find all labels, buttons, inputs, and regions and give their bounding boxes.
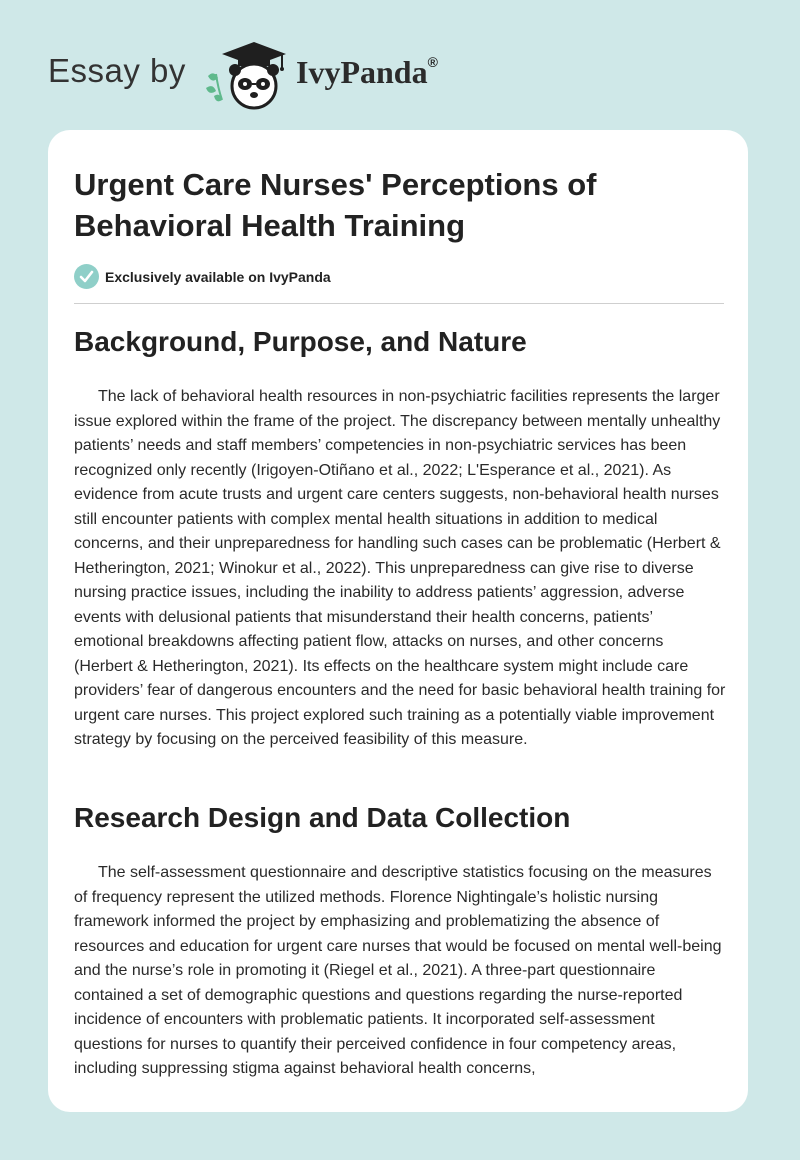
article-title: Urgent Care Nurses' Perceptions of Behavioral Health Training [74,167,597,243]
section-paragraph-research-design: The self-assessment questionnaire and descriptive statistics focusing on the measures of frequency represent the utilized methods. Florence Nightingale’s holistic nursing framework informed the project by emphasizing and problematizing the absence of resources and education for urgent care nurses that would be focused on mental well-being and the nurse’s role in promoting it (Riegel et al., 2021). A three-part questionnaire contained a set of demographic questions and questions regarding the nurse-reported incidence of encounters with problematic patients. It incorporated self-assessment questions for nurses to quantify their perceived confidence in four competency areas, including suppressing stigma against behavioral health concerns, [74,864,722,1077]
title-divider [74,303,724,304]
ivypanda-logo-icon[interactable] [202,38,294,110]
exclusive-badge [74,264,331,289]
site-header [0,0,800,130]
registered-mark: ® [427,54,438,70]
section-heading-research-design: Research Design and Data Collection [74,802,571,833]
brand-name[interactable] [296,54,438,91]
exclusive-badge-text: Exclusively available on IvyPanda [105,268,331,285]
article-card [48,130,748,1112]
section-heading-background: Background, Purpose, and Nature [74,326,527,357]
brand-text: IvyPanda [296,54,428,90]
essay-by-label: Essay by [48,52,186,89]
section-paragraph-background: The lack of behavioral health resources in non-psychiatric facilities represents the larger issue explored within the frame of the project. The discrepancy between mentally unhealthy patients’ needs and staff members’ competencies in non-psychiatric services has been recognized only recently (Irigoyen-Otiñano et al., 2022; L'Esperance et al., 2021). As evidence from acute trusts and urgent care centers suggests, non-behavioral health nurses still encounter patients with complex mental health situations in addition to medical concerns, and their unpreparedness for handling such cases can be problematic (Herbert & Hetherington, 2021; Winokur et al., 2022). This unpreparedness can give rise to diverse nursing practice issues, including the inability to address patients’ aggression, adverse events with delusional patients that misunderstand their health concerns, patients’ emotional breakdowns affecting patient flow, attacks on nurses, and other concerns (Herbert & Hetherington, 2021). Its effects on the healthcare system might include care providers’ fear of dangerous encounters and the need for basic behavioral health training for urgent care nurses. This project explored such training as a potentially viable improvement strategy by focusing on the perceived feasibility of this measure. [74,388,726,748]
checkmark-icon [74,264,99,289]
